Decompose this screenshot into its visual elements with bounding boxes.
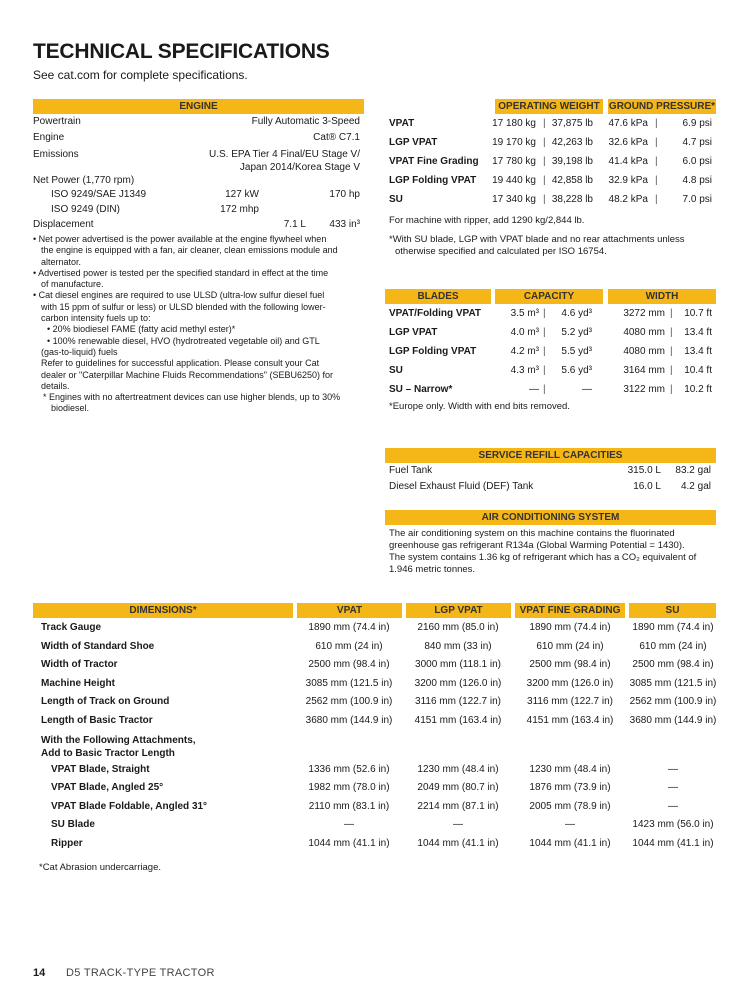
dimension-value: 1876 mm (73.9 in) (529, 782, 611, 794)
dimension-value: 1336 mm (52.6 in) (308, 763, 390, 775)
dimension-row (33, 712, 716, 731)
dimension-label: Length of Track on Ground (41, 696, 170, 708)
engine-note-line: the engine is equipped with a fan, air cleaner, clean emissions module and (41, 245, 338, 256)
blade-capacity-m3: 3.5 m³ (510, 308, 539, 319)
weight-lb: 42,263 lb (551, 137, 593, 148)
blade-capacity-yd3: 4.6 yd³ (561, 308, 592, 319)
separator: | (543, 384, 546, 395)
lgp-vpat-header: LGP VPAT (406, 603, 511, 618)
dimension-row (33, 761, 716, 780)
blade-width-mm: 4080 mm (623, 346, 665, 357)
separator: | (670, 346, 673, 357)
separator: | (543, 327, 546, 338)
dimension-label: VPAT Blade, Angled 25° (51, 782, 164, 794)
dimension-value: 1230 mm (48.4 in) (417, 763, 499, 775)
blades-note: *Europe only. Width with end bits removed. (389, 401, 570, 412)
engine-value: Cat® C7.1 (313, 132, 360, 143)
blade-width-ft: 10.7 ft (684, 308, 712, 319)
emissions-value: U.S. EPA Tier 4 Final/EU Stage V/ Japan 2014/Korea Stage V (209, 149, 360, 173)
dimensions-table (33, 603, 716, 878)
dimension-label: Machine Height (41, 677, 115, 689)
weight-kg: 17 340 kg (492, 194, 536, 205)
dimension-value: 1230 mm (48.4 in) (529, 763, 611, 775)
su-header: SU (629, 603, 716, 618)
dimension-value: 2500 mm (98.4 in) (529, 659, 611, 671)
dimension-value: 2005 mm (78.9 in) (529, 800, 611, 812)
dimension-value: 2049 mm (80.7 in) (417, 782, 499, 794)
blade-capacity-yd3: 5.6 yd³ (561, 365, 592, 376)
ground-pressure-psi: 4.7 psi (682, 137, 712, 148)
blade-width-ft: 13.4 ft (684, 327, 712, 338)
dimension-value: 3085 mm (121.5 in) (629, 677, 717, 689)
air-conditioning-text: The air conditioning system on this machine contains the fluorinated greenhouse gas refrigerant R134a (Global Warming Potential = 1430). The system contains 1.36 kg of refrigerant which has a CO₂ equivalent of 1.946 metric tonnes. (389, 528, 697, 575)
displacement-label: Displacement (33, 219, 94, 230)
blade-capacity-m3: 4.0 m³ (510, 327, 539, 338)
blades-header: BLADES (385, 289, 491, 304)
refill-row: Diesel Exhaust Fluid (DEF) Tank 16.0 L 4.2 gal (389, 481, 711, 492)
weight-model: LGP Folding VPAT (389, 175, 477, 186)
dimension-row (33, 638, 716, 657)
engine-note-line: (gas-to-liquid) fuels (41, 346, 118, 357)
engine-note-line: • 100% renewable diesel, HVO (hydrotreated vegetable oil) and GTL (47, 335, 320, 346)
dimension-value: 3116 mm (122.7 in) (415, 696, 501, 708)
powertrain-value: Fully Automatic 3-Speed (251, 116, 360, 127)
separator: | (543, 175, 546, 186)
dimension-label: VPAT Blade Foldable, Angled 31° (51, 800, 208, 812)
dimension-value: 1982 mm (78.0 in) (308, 782, 390, 794)
ground-pressure-kpa: 48.2 kPa (608, 194, 648, 205)
dimension-value: 840 mm (33 in) (424, 640, 492, 652)
engine-table (33, 99, 364, 429)
dimension-row (33, 835, 716, 854)
dimension-value: 1890 mm (74.4 in) (308, 622, 390, 633)
blade-model: SU (389, 365, 403, 376)
weight-row (385, 114, 716, 133)
weight-row (385, 152, 716, 171)
page-subtitle: See cat.com for complete specifications. (33, 68, 248, 82)
separator: | (655, 175, 658, 186)
refill-row: Fuel Tank 315.0 L 83.2 gal (389, 465, 711, 476)
weight-row (385, 190, 716, 209)
displacement-in3: 433 in³ (329, 219, 360, 230)
weight-kg: 19 170 kg (492, 137, 536, 148)
separator: | (655, 156, 658, 167)
air-conditioning-table (385, 510, 716, 578)
engine-note-line: details. (41, 380, 70, 391)
ground-pressure-psi: 4.8 psi (682, 175, 712, 186)
dimension-value: 2562 mm (100.9 in) (305, 696, 393, 708)
separator: | (543, 137, 546, 148)
air-conditioning-header: AIR CONDITIONING SYSTEM (385, 510, 716, 525)
iso9249-sae-kw: 127 kW (225, 189, 259, 200)
dimension-row (33, 798, 716, 817)
blade-row (385, 361, 716, 380)
separator: | (655, 194, 658, 205)
dimension-label: VPAT Blade, Straight (51, 763, 150, 775)
weight-row (385, 133, 716, 152)
footer-title: D5 TRACK-TYPE TRACTOR (66, 967, 215, 979)
dimension-value: 2562 mm (100.9 in) (629, 696, 717, 708)
separator: | (670, 327, 673, 338)
separator: | (655, 118, 658, 129)
iso9249-sae-hp: 170 hp (329, 189, 360, 200)
blade-width-ft: 10.2 ft (684, 384, 712, 395)
separator: | (655, 137, 658, 148)
displacement-l: 7.1 L (283, 219, 306, 230)
weight-su-note: *With SU blade, LGP with VPAT blade and no rear attachments unless otherwise specified and calculated per ISO 16754. (389, 234, 685, 257)
weight-model: VPAT (389, 118, 415, 129)
engine-note-line: dealer or "Caterpillar Machine Fluids Recommendations" (SEBU6250) for (41, 369, 334, 380)
weight-kg: 17 180 kg (492, 118, 536, 129)
page-title: TECHNICAL SPECIFICATIONS (33, 40, 330, 63)
ground-pressure-psi: 6.0 psi (682, 156, 712, 167)
weight-kg: 17 780 kg (492, 156, 536, 167)
engine-note-line: biodiesel. (51, 403, 90, 414)
engine-note-line: • Advertised power is tested per the specified standard in effect at the time (33, 267, 329, 278)
weight-lb: 39,198 lb (551, 156, 593, 167)
dimension-row (33, 779, 716, 798)
dimension-value: 3085 mm (121.5 in) (305, 677, 393, 689)
dimension-label: Track Gauge (41, 622, 102, 633)
separator: | (543, 194, 546, 205)
vpat-fine-grading-header: VPAT FINE GRADING (515, 603, 625, 618)
dimension-value: 2110 mm (83.1 in) (308, 800, 390, 812)
engine-header: ENGINE (33, 99, 364, 114)
blade-model: SU – Narrow* (389, 384, 453, 395)
blade-width-mm: 3122 mm (623, 384, 665, 395)
dimension-value: — (344, 819, 354, 831)
service-refill-table (385, 448, 716, 496)
separator: | (543, 346, 546, 357)
engine-note-line: with 15 ppm of sulfur or less) or ULSD blended with the following lower- (41, 301, 326, 312)
dimension-label: Width of Tractor (41, 659, 118, 671)
separator: | (543, 308, 546, 319)
dimension-value: 3116 mm (122.7 in) (527, 696, 613, 708)
blade-capacity-m3: 4.2 m³ (510, 346, 539, 357)
blade-model: LGP Folding VPAT (389, 346, 477, 357)
dimension-value: 1044 mm (41.1 in) (529, 838, 611, 849)
service-refill-header: SERVICE REFILL CAPACITIES (385, 448, 716, 463)
dimension-row (33, 731, 716, 761)
dimension-value: 3000 mm (118.1 in) (415, 659, 501, 671)
dimension-label: Width of Standard Shoe (41, 640, 155, 652)
blade-row (385, 304, 716, 323)
emissions-label: Emissions (33, 149, 79, 160)
ground-pressure-kpa: 47.6 kPa (608, 118, 648, 129)
weight-lb: 38,228 lb (551, 194, 593, 205)
blade-row (385, 380, 716, 399)
ground-pressure-psi: 6.9 psi (682, 118, 712, 129)
blade-capacity-m3: 4.3 m³ (510, 365, 539, 376)
dimension-value: 1044 mm (41.1 in) (308, 838, 390, 849)
dimension-row (33, 816, 716, 835)
dimension-label: SU Blade (51, 819, 95, 831)
blade-row (385, 342, 716, 361)
separator: | (543, 365, 546, 376)
dimension-value: 3680 mm (144.9 in) (305, 715, 393, 726)
dimension-value: 1044 mm (41.1 in) (417, 838, 499, 849)
engine-note-line: of manufacture. (41, 279, 104, 290)
dimension-row (33, 675, 716, 694)
dimension-value: 2500 mm (98.4 in) (632, 659, 714, 671)
iso9249-din-mhp: 172 mhp (220, 204, 259, 215)
dimension-label: Length of Basic Tractor (41, 715, 153, 726)
weight-lb: 42,858 lb (551, 175, 593, 186)
operating-weight-table (385, 99, 716, 262)
net-power-label: Net Power (1,770 rpm) (33, 175, 135, 186)
dimension-row (33, 656, 716, 675)
dimension-label: Ripper (51, 838, 83, 849)
width-header: WIDTH (608, 289, 716, 304)
engine-note-line: * Engines with no aftertreatment devices can use higher blends, up to 30% (43, 392, 341, 403)
ground-pressure-header: GROUND PRESSURE* (608, 101, 716, 112)
engine-notes (33, 234, 364, 415)
dimension-value: 4151 mm (163.4 in) (526, 715, 614, 726)
weight-lb: 37,875 lb (551, 118, 593, 129)
weight-model: SU (389, 194, 403, 205)
page-number: 14 (33, 967, 46, 979)
separator: | (543, 118, 546, 129)
dimension-value: — (668, 763, 678, 775)
blade-model: VPAT/Folding VPAT (389, 308, 482, 319)
weight-model: VPAT Fine Grading (389, 156, 479, 167)
separator: | (670, 365, 673, 376)
dimension-value: — (668, 782, 678, 794)
capacity-header: CAPACITY (495, 289, 603, 304)
separator: | (670, 308, 673, 319)
vpat-header: VPAT (297, 603, 402, 618)
weight-model: LGP VPAT (389, 137, 438, 148)
engine-label: Engine (33, 132, 65, 143)
blade-width-ft: 10.4 ft (684, 365, 712, 376)
weight-kg: 19 440 kg (492, 175, 536, 186)
ground-pressure-kpa: 32.6 kPa (608, 137, 648, 148)
weight-ripper-note: For machine with ripper, add 1290 kg/2,844 lb. (389, 215, 585, 226)
dimension-value: 1890 mm (74.4 in) (529, 622, 611, 633)
dimension-row (33, 619, 716, 638)
engine-note-line: • 20% biodiesel FAME (fatty acid methyl ester)* (47, 324, 236, 335)
engine-note-line: alternator. (41, 256, 82, 267)
weight-row (385, 171, 716, 190)
blade-width-mm: 3272 mm (623, 308, 665, 319)
engine-note-line: • Cat diesel engines are required to use ULSD (ultra-low sulfur diesel fuel (33, 290, 325, 301)
dimension-value: 2500 mm (98.4 in) (308, 659, 390, 671)
blade-width-mm: 4080 mm (623, 327, 665, 338)
ground-pressure-kpa: 41.4 kPa (608, 156, 648, 167)
blade-model: LGP VPAT (389, 327, 438, 338)
blade-capacity-yd3: 5.5 yd³ (561, 346, 592, 357)
dimension-value: 3200 mm (126.0 in) (414, 677, 502, 689)
dimensions-note: *Cat Abrasion undercarriage. (39, 862, 161, 873)
dimension-value: 610 mm (24 in) (536, 640, 604, 652)
blade-width-ft: 13.4 ft (684, 346, 712, 357)
dimension-value: 3680 mm (144.9 in) (629, 715, 717, 726)
dimension-value: 1890 mm (74.4 in) (632, 622, 714, 633)
blade-capacity-m3: — (529, 384, 539, 395)
powertrain-label: Powertrain (33, 116, 81, 127)
dimension-value: 3200 mm (126.0 in) (526, 677, 614, 689)
dimension-value: 2214 mm (87.1 in) (417, 800, 499, 812)
dimension-label: With the Following Attachments, Add to Basic Tractor Length (41, 734, 196, 759)
dimension-value: 1044 mm (41.1 in) (632, 838, 714, 849)
blade-row (385, 323, 716, 342)
dimension-row (33, 693, 716, 712)
dimension-value: 2160 mm (85.0 in) (417, 622, 499, 633)
engine-note-line: • Net power advertised is the power available at the engine flywheel when (33, 234, 327, 244)
dimension-value: — (453, 819, 463, 831)
dimension-value: 1423 mm (56.0 in) (632, 819, 714, 831)
blade-capacity-yd3: — (582, 384, 592, 395)
blade-width-mm: 3164 mm (623, 365, 665, 376)
dimensions-header: DIMENSIONS* (33, 603, 293, 618)
dimension-value: 610 mm (24 in) (315, 640, 383, 652)
dimension-value: 4151 mm (163.4 in) (414, 715, 502, 726)
ground-pressure-psi: 7.0 psi (682, 194, 712, 205)
ground-pressure-kpa: 32.9 kPa (608, 175, 648, 186)
dimension-value: — (565, 819, 575, 831)
separator: | (543, 156, 546, 167)
separator: | (670, 384, 673, 395)
blades-table (385, 289, 716, 419)
engine-note-line: Refer to guidelines for successful application. Please consult your Cat (41, 358, 320, 369)
iso9249-sae-label: ISO 9249/SAE J1349 (51, 189, 147, 200)
dimension-value: — (668, 800, 678, 812)
blade-capacity-yd3: 5.2 yd³ (561, 327, 592, 338)
engine-note-line: carbon intensity fuels up to: (41, 313, 151, 324)
operating-weight-header: OPERATING WEIGHT (495, 99, 603, 114)
dimension-value: 610 mm (24 in) (639, 640, 707, 652)
iso9249-din-label: ISO 9249 (DIN) (51, 204, 120, 215)
